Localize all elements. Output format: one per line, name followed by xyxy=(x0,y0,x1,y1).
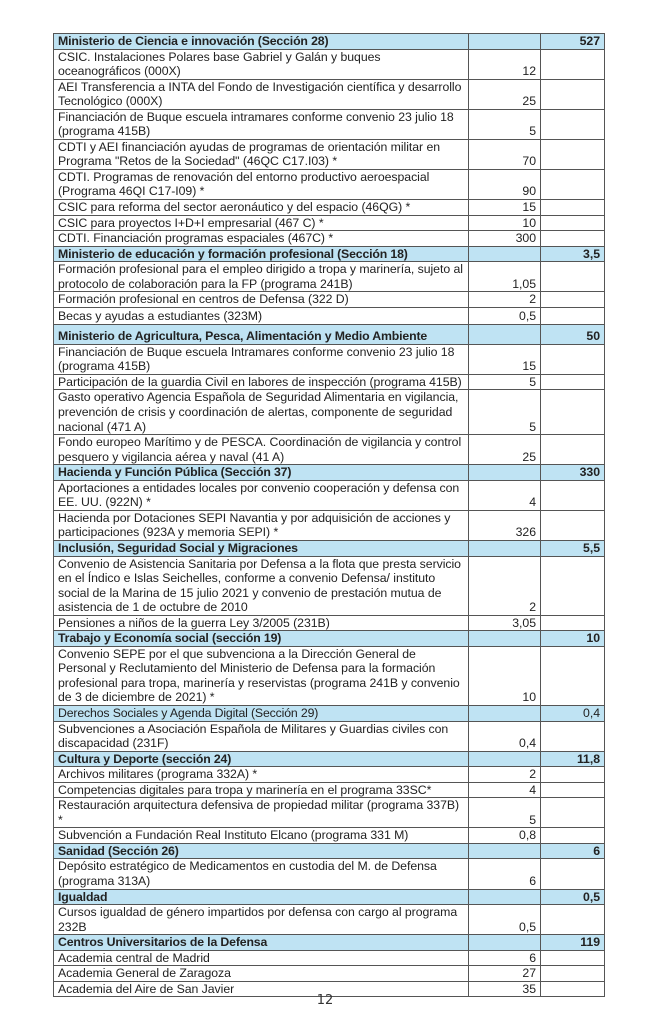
section-header-educacion xyxy=(54,246,605,262)
item-total-empty xyxy=(541,79,605,109)
item-amount: 300 xyxy=(469,231,541,247)
item-description: Gasto operativo Agencia Española de Seguridad Alimentaria en vigilancia, prevención de crisis y coordinación de alertas, componente de seguridad nacional (471 A) xyxy=(54,390,469,435)
item-total-empty xyxy=(541,510,605,540)
section-header-inclusion xyxy=(54,540,605,556)
item-total-empty xyxy=(541,200,605,216)
section-title: Ministerio de Ciencia e innovación (Sección 28) xyxy=(54,34,469,50)
item-description: Competencias digitales para tropa y marinería en el programa 33SC* xyxy=(54,782,469,798)
item-description: Financiación de Buque escuela Intramares conforme convenio 23 julio 18 (programa 415B) xyxy=(54,344,469,374)
item-total-empty xyxy=(541,231,605,247)
item-amount: 25 xyxy=(469,79,541,109)
item-amount: 0,4 xyxy=(469,721,541,751)
item-amount: 35 xyxy=(469,981,541,997)
section-header-igualdad xyxy=(54,889,605,905)
section-header-derechos-sociales xyxy=(54,705,605,721)
section-amount-empty xyxy=(469,705,541,721)
item-total-empty xyxy=(541,782,605,798)
item-amount: 6 xyxy=(469,950,541,966)
section-total: 0,5 xyxy=(541,889,605,905)
item-total-empty xyxy=(541,646,605,705)
section-amount-empty xyxy=(469,34,541,50)
item-description: Academia del Aire de San Javier xyxy=(54,981,469,997)
item-amount: 10 xyxy=(469,646,541,705)
item-description: CSIC para proyectos I+D+I empresarial (467 C) * xyxy=(54,215,469,231)
item-description: Aportaciones a entidades locales por convenio cooperación y defensa con EE. UU. (922N) * xyxy=(54,480,469,510)
item-total-empty xyxy=(541,292,605,308)
item-amount: 6 xyxy=(469,859,541,889)
table-row xyxy=(54,344,605,374)
section-total: 0,4 xyxy=(541,705,605,721)
section-title: Hacienda y Función Pública (Sección 37) xyxy=(54,465,469,481)
table-row xyxy=(54,374,605,390)
section-amount-empty xyxy=(469,889,541,905)
table-row xyxy=(54,200,605,216)
item-amount: 0,5 xyxy=(469,905,541,935)
item-amount: 4 xyxy=(469,480,541,510)
section-header-ciencia xyxy=(54,34,605,50)
budget-table xyxy=(53,33,605,997)
item-amount: 70 xyxy=(469,139,541,169)
item-total-empty xyxy=(541,307,605,324)
table-row xyxy=(54,767,605,783)
section-title: Derechos Sociales y Agenda Digital (Sección 29) xyxy=(54,705,469,721)
table-row xyxy=(54,480,605,510)
section-header-centros-universitarios xyxy=(54,935,605,951)
item-description: CDTI. Financiación programas espaciales (467C) * xyxy=(54,231,469,247)
item-total-empty xyxy=(541,435,605,465)
table-row xyxy=(54,169,605,199)
table-row xyxy=(54,139,605,169)
section-amount-empty xyxy=(469,843,541,859)
section-amount-empty xyxy=(469,246,541,262)
item-amount: 25 xyxy=(469,435,541,465)
item-amount: 5 xyxy=(469,109,541,139)
item-total-empty xyxy=(541,615,605,631)
section-title: Cultura y Deporte (sección 24) xyxy=(54,751,469,767)
section-header-agricultura xyxy=(54,324,605,344)
table-row xyxy=(54,798,605,828)
table-row xyxy=(54,435,605,465)
item-total-empty xyxy=(541,374,605,390)
item-description: Cursos igualdad de género impartidos por defensa con cargo al programa 232B xyxy=(54,905,469,935)
section-total: 6 xyxy=(541,843,605,859)
item-description: Archivos militares (programa 332A) * xyxy=(54,767,469,783)
item-description: Pensiones a niños de la guerra Ley 3/2005 (231B) xyxy=(54,615,469,631)
section-total: 330 xyxy=(541,465,605,481)
item-amount: 1,05 xyxy=(469,262,541,292)
section-header-trabajo xyxy=(54,631,605,647)
section-title: Centros Universitarios de la Defensa xyxy=(54,935,469,951)
table-row xyxy=(54,510,605,540)
item-description: Academia General de Zaragoza xyxy=(54,966,469,982)
item-total-empty xyxy=(541,215,605,231)
section-total: 11,8 xyxy=(541,751,605,767)
item-amount: 2 xyxy=(469,767,541,783)
item-amount: 90 xyxy=(469,169,541,199)
section-amount-empty xyxy=(469,631,541,647)
item-total-empty xyxy=(541,859,605,889)
table-row xyxy=(54,828,605,844)
table-row xyxy=(54,390,605,435)
page-number: 12 xyxy=(316,993,334,1008)
section-title: Trabajo y Economía social (sección 19) xyxy=(54,631,469,647)
item-amount: 5 xyxy=(469,390,541,435)
item-description: CSIC para reforma del sector aeronáutico y del espacio (46QG) * xyxy=(54,200,469,216)
item-total-empty xyxy=(541,905,605,935)
item-description: Convenio SEPE por el que subvenciona a la Dirección General de Personal y Reclutamiento del Ministerio de Defensa para la formación profesional para tropa, marinería y reservistas (programa 241B y convenio de 3 de diciembre de 2021) * xyxy=(54,646,469,705)
section-total: 10 xyxy=(541,631,605,647)
item-amount: 2 xyxy=(469,292,541,308)
item-amount: 27 xyxy=(469,966,541,982)
table-row xyxy=(54,556,605,615)
item-total-empty xyxy=(541,344,605,374)
table-row xyxy=(54,905,605,935)
item-description: Restauración arquitectura defensiva de propiedad militar (programa 337B) * xyxy=(54,798,469,828)
item-amount: 5 xyxy=(469,374,541,390)
table-row xyxy=(54,231,605,247)
section-total: 50 xyxy=(541,324,605,344)
item-description: Hacienda por Dotaciones SEPI Navantia y por adquisición de acciones y participaciones (923A y memoria SEPI) * xyxy=(54,510,469,540)
item-amount: 5 xyxy=(469,798,541,828)
section-title: Ministerio de Agricultura, Pesca, Alimentación y Medio Ambiente xyxy=(54,324,469,344)
item-description: Financiación de Buque escuela intramares conforme convenio 23 julio 18 (programa 415B) xyxy=(54,109,469,139)
item-total-empty xyxy=(541,109,605,139)
item-total-empty xyxy=(541,390,605,435)
item-description: Depósito estratégico de Medicamentos en custodia del M. de Defensa (programa 313A) xyxy=(54,859,469,889)
item-total-empty xyxy=(541,139,605,169)
table-row xyxy=(54,646,605,705)
table-row xyxy=(54,49,605,79)
item-amount: 15 xyxy=(469,344,541,374)
section-title: Inclusión, Seguridad Social y Migraciones xyxy=(54,540,469,556)
item-description: Formación profesional en centros de Defensa (322 D) xyxy=(54,292,469,308)
item-total-empty xyxy=(541,480,605,510)
item-description: Fondo europeo Marítimo y de PESCA. Coordinación de vigilancia y control pesquero y vigilancia aérea y naval (41 A) xyxy=(54,435,469,465)
item-description: Academia central de Madrid xyxy=(54,950,469,966)
section-title: Sanidad (Sección 26) xyxy=(54,843,469,859)
item-description: CDTI. Programas de renovación del entorno productivo aeroespacial (Programa 46QI C17-I09) * xyxy=(54,169,469,199)
section-title: Igualdad xyxy=(54,889,469,905)
table-row xyxy=(54,262,605,292)
table-row xyxy=(54,615,605,631)
section-amount-empty xyxy=(469,540,541,556)
item-description: Subvención a Fundación Real Instituto Elcano (programa 331 M) xyxy=(54,828,469,844)
section-header-hacienda xyxy=(54,465,605,481)
table-row xyxy=(54,950,605,966)
item-total-empty xyxy=(541,950,605,966)
item-description: Convenio de Asistencia Sanitaria por Defensa a la flota que presta servicio en el Índico e Islas Seichelles, conforme a convenio Defensa/ instituto social de la Marina de 15 julio 2021 y convenio de prestación mutua de asistencia de 1 de octubre de 2010 xyxy=(54,556,469,615)
item-total-empty xyxy=(541,556,605,615)
item-total-empty xyxy=(541,798,605,828)
item-amount: 326 xyxy=(469,510,541,540)
item-amount: 0,5 xyxy=(469,307,541,324)
item-description: Participación de la guardia Civil en labores de inspección (programa 415B) xyxy=(54,374,469,390)
section-total: 527 xyxy=(541,34,605,50)
item-total-empty xyxy=(541,49,605,79)
section-header-sanidad xyxy=(54,843,605,859)
section-amount-empty xyxy=(469,465,541,481)
table-row xyxy=(54,782,605,798)
section-amount-empty xyxy=(469,751,541,767)
section-amount-empty xyxy=(469,935,541,951)
item-description: Formación profesional para el empleo dirigido a tropa y marinería, sujeto al protocolo de colaboración para la FP (programa 241B) xyxy=(54,262,469,292)
section-amount-empty xyxy=(469,324,541,344)
table-row xyxy=(54,79,605,109)
item-total-empty xyxy=(541,767,605,783)
item-amount: 15 xyxy=(469,200,541,216)
item-amount: 0,8 xyxy=(469,828,541,844)
item-amount: 2 xyxy=(469,556,541,615)
item-total-empty xyxy=(541,262,605,292)
table-row xyxy=(54,307,605,324)
item-amount: 4 xyxy=(469,782,541,798)
item-amount: 12 xyxy=(469,49,541,79)
section-total: 5,5 xyxy=(541,540,605,556)
item-amount: 10 xyxy=(469,215,541,231)
section-total: 119 xyxy=(541,935,605,951)
item-description: Subvenciones a Asociación Española de Militares y Guardias civiles con discapacidad (231F) xyxy=(54,721,469,751)
item-description: AEI Transferencia a INTA del Fondo de Investigación científica y desarrollo Tecnológico (000X) xyxy=(54,79,469,109)
section-total: 3,5 xyxy=(541,246,605,262)
item-total-empty xyxy=(541,721,605,751)
table-row xyxy=(54,721,605,751)
section-title: Ministerio de educación y formación profesional (Sección 18) xyxy=(54,246,469,262)
table-row xyxy=(54,215,605,231)
item-total-empty xyxy=(541,828,605,844)
table-row xyxy=(54,292,605,308)
section-header-cultura xyxy=(54,751,605,767)
item-total-empty xyxy=(541,966,605,982)
item-amount: 3,05 xyxy=(469,615,541,631)
item-description: Becas y ayudas a estudiantes (323M) xyxy=(54,307,469,324)
table-row xyxy=(54,109,605,139)
item-description: CDTI y AEI financiación ayudas de programas de orientación militar en Programa "Retos de la Sociedad" (46QC C17.I03) * xyxy=(54,139,469,169)
table-row xyxy=(54,966,605,982)
table-row xyxy=(54,859,605,889)
item-total-empty xyxy=(541,169,605,199)
item-description: CSIC. Instalaciones Polares base Gabriel y Galán y buques oceanográficos (000X) xyxy=(54,49,469,79)
